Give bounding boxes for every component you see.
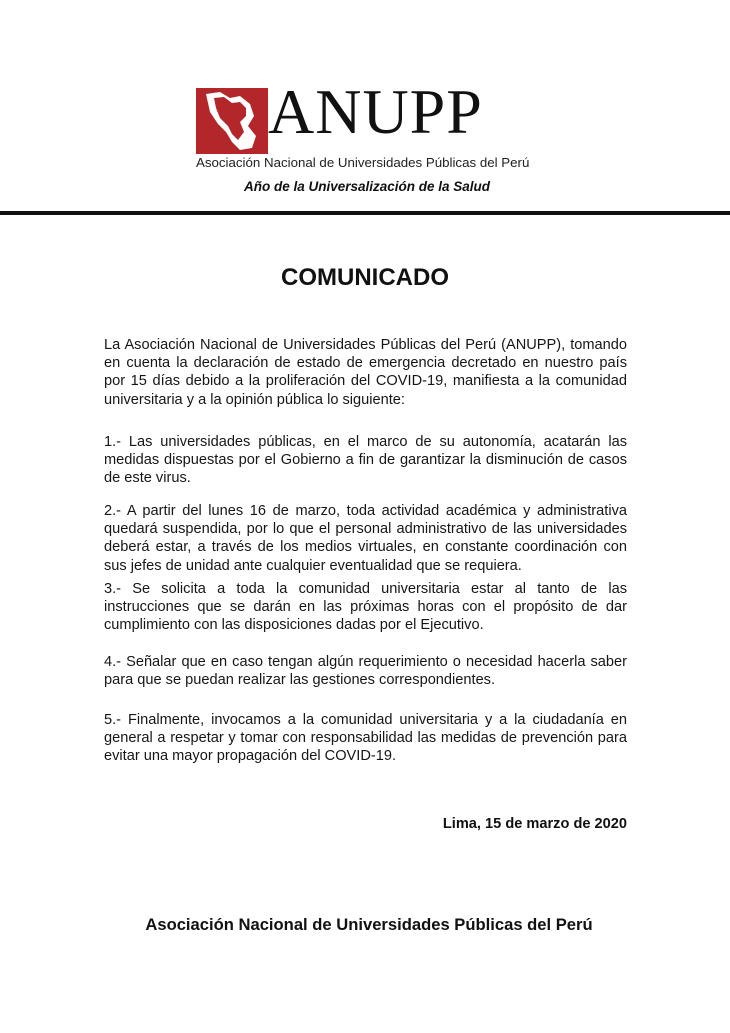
point-2: 2.- A partir del lunes 16 de marzo, toda actividad académica y administrativa quedará suspendida, por lo que el personal administrativo de las universidades deberá estar, a través de los medios virtuales, en constante coordinación con sus jefes de unidad ante cualquier eventualidad que se requiera. xyxy=(104,503,627,574)
point-3: 3.- Se solicita a toda la comunidad universitaria estar al tanto de las instrucciones que se darán en las próximas horas con el propósito de dar cumplimiento con las disposiciones dadas por el Ejecutivo. xyxy=(104,581,627,634)
intro-paragraph: La Asociación Nacional de Universidades Públicas del Perú (ANUPP), tomando en cuenta la declaración de estado de emergencia decretado en nuestro país por 15 días debido a la proliferación del COVID-19, manifiesta a la comunidad universitaria y a la opinión pública lo siguiente: xyxy=(104,337,627,408)
point-4: 4.- Señalar que en caso tengan algún requerimiento o necesidad hacerla saber para que se puedan realizar las gestiones correspondientes. xyxy=(104,654,627,689)
header-divider xyxy=(0,211,730,215)
place-and-date: Lima, 15 de marzo de 2020 xyxy=(442,816,627,832)
anupp-logo xyxy=(196,76,541,156)
point-1: 1.- Las universidades públicas, en el marco de su autonomía, acatarán las medidas dispuestas por el Gobierno a fin de garantizar la disminución de casos de este virus. xyxy=(104,434,627,487)
organization-subtitle: Asociación Nacional de Universidades Públicas del Perú xyxy=(196,155,530,170)
peru-map-logo-icon xyxy=(196,88,268,154)
document-title: COMUNICADO xyxy=(281,264,449,291)
logo-wordmark: ANUPP xyxy=(268,76,483,147)
signature-organization: Asociación Nacional de Universidades Públicas del Perú xyxy=(145,915,593,934)
point-5: 5.- Finalmente, invocamos a la comunidad universitaria y a la ciudadanía en general a respetar y tomar con responsabilidad las medidas de prevención para evitar una mayor propagación del COVID-19. xyxy=(104,712,627,765)
year-motto: Año de la Universalización de la Salud xyxy=(243,179,491,194)
